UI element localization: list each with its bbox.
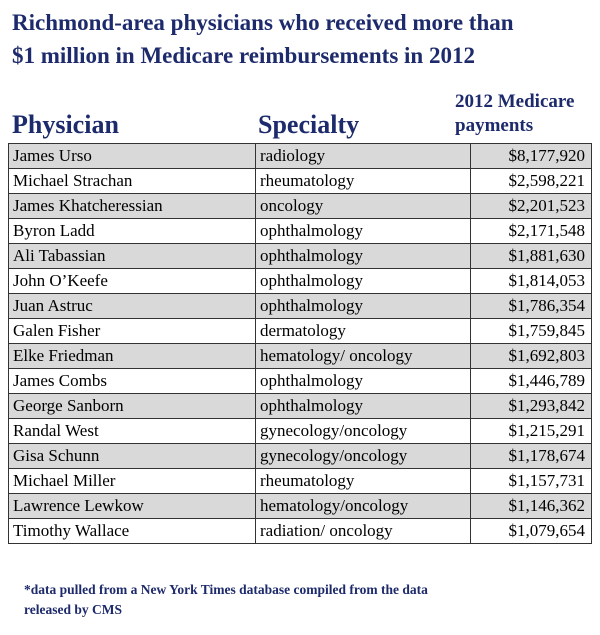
- table-row: [9, 519, 592, 544]
- payment-cell: $1,215,291: [471, 419, 592, 444]
- table-row: [9, 294, 592, 319]
- physician-cell: Lawrence Lewkow: [9, 494, 256, 519]
- payment-cell: $1,814,053: [471, 269, 592, 294]
- table-row: [9, 494, 592, 519]
- table-row: [9, 244, 592, 269]
- specialty-cell: rheumatology: [256, 169, 471, 194]
- physician-cell: Ali Tabassian: [9, 244, 256, 269]
- table-row: [9, 144, 592, 169]
- physician-cell: Timothy Wallace: [9, 519, 256, 544]
- payment-cell: $1,786,354: [471, 294, 592, 319]
- table-row: [9, 269, 592, 294]
- footnote: [24, 580, 584, 620]
- table-row: [9, 369, 592, 394]
- table-row: [9, 219, 592, 244]
- table-row: [9, 444, 592, 469]
- table-row: [9, 169, 592, 194]
- payment-cell: $1,178,674: [471, 444, 592, 469]
- physician-cell: Juan Astruc: [9, 294, 256, 319]
- specialty-cell: radiology: [256, 144, 471, 169]
- table-row: [9, 319, 592, 344]
- physician-cell: Galen Fisher: [9, 319, 256, 344]
- header-specialty: Specialty: [258, 110, 360, 139]
- specialty-cell: ophthalmology: [256, 269, 471, 294]
- physician-cell: Michael Miller: [9, 469, 256, 494]
- table-body: [9, 144, 592, 544]
- payment-cell: $2,598,221: [471, 169, 592, 194]
- header-physician: Physician: [12, 110, 119, 139]
- specialty-cell: ophthalmology: [256, 394, 471, 419]
- specialty-cell: gynecology/oncology: [256, 419, 471, 444]
- payment-cell: $1,293,842: [471, 394, 592, 419]
- specialty-cell: hematology/oncology: [256, 494, 471, 519]
- physician-cell: Elke Friedman: [9, 344, 256, 369]
- chart-title: [12, 6, 592, 72]
- header-payments-line-2: payments: [455, 115, 534, 136]
- payment-cell: $1,146,362: [471, 494, 592, 519]
- table-header: [0, 88, 600, 144]
- specialty-cell: ophthalmology: [256, 369, 471, 394]
- specialty-cell: ophthalmology: [256, 294, 471, 319]
- specialty-cell: ophthalmology: [256, 219, 471, 244]
- footnote-line-2: released by CMS: [24, 602, 122, 617]
- payment-cell: $8,177,920: [471, 144, 592, 169]
- physician-cell: James Urso: [9, 144, 256, 169]
- specialty-cell: gynecology/oncology: [256, 444, 471, 469]
- table-row: [9, 469, 592, 494]
- specialty-cell: hematology/ oncology: [256, 344, 471, 369]
- table-row: [9, 344, 592, 369]
- table-row: [9, 194, 592, 219]
- payment-cell: $1,446,789: [471, 369, 592, 394]
- table-row: [9, 394, 592, 419]
- physician-cell: Randal West: [9, 419, 256, 444]
- payment-cell: $2,201,523: [471, 194, 592, 219]
- physician-cell: Michael Strachan: [9, 169, 256, 194]
- physician-cell: Gisa Schunn: [9, 444, 256, 469]
- specialty-cell: rheumatology: [256, 469, 471, 494]
- payment-cell: $1,157,731: [471, 469, 592, 494]
- table-row: [9, 419, 592, 444]
- specialty-cell: oncology: [256, 194, 471, 219]
- payment-cell: $1,692,803: [471, 344, 592, 369]
- footnote-line-1: *data pulled from a New York Times database compiled from the data: [24, 582, 428, 597]
- physician-cell: Byron Ladd: [9, 219, 256, 244]
- physician-cell: James Combs: [9, 369, 256, 394]
- payment-cell: $2,171,548: [471, 219, 592, 244]
- payment-cell: $1,759,845: [471, 319, 592, 344]
- payment-cell: $1,079,654: [471, 519, 592, 544]
- title-line-1: Richmond-area physicians who received more than: [12, 10, 514, 35]
- header-payments: [455, 90, 595, 138]
- specialty-cell: radiation/ oncology: [256, 519, 471, 544]
- specialty-cell: ophthalmology: [256, 244, 471, 269]
- specialty-cell: dermatology: [256, 319, 471, 344]
- payment-cell: $1,881,630: [471, 244, 592, 269]
- physician-cell: George Sanborn: [9, 394, 256, 419]
- header-payments-line-1: 2012 Medicare: [455, 91, 575, 112]
- physician-table: [8, 143, 592, 544]
- physician-cell: James Khatcheressian: [9, 194, 256, 219]
- physician-cell: John O’Keefe: [9, 269, 256, 294]
- title-line-2: $1 million in Medicare reimbursements in 2012: [12, 43, 475, 68]
